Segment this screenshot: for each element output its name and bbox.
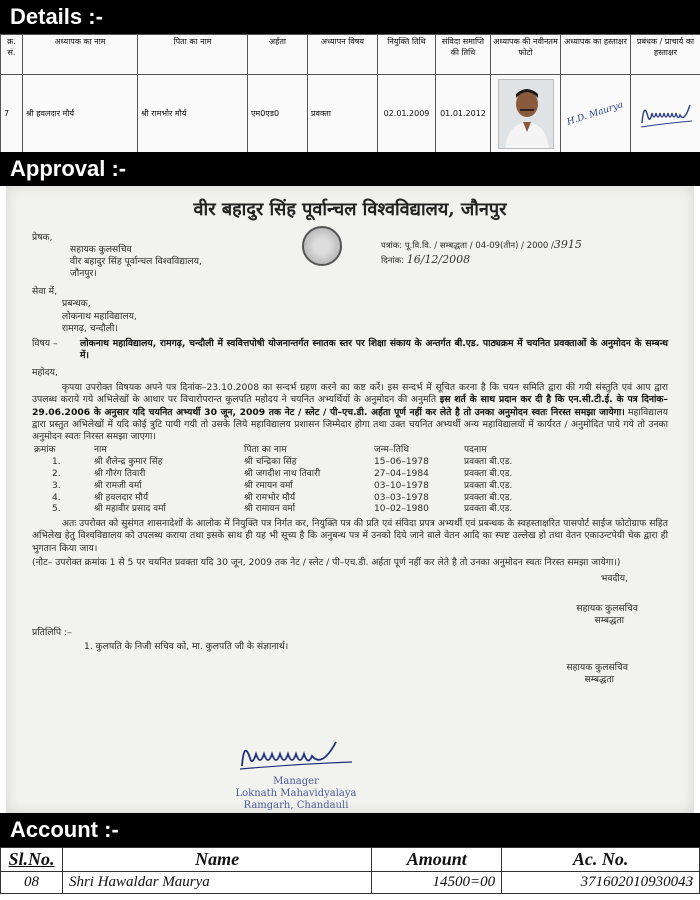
letterhead-title: वीर बहादुर सिंह पूर्वान्चल विश्वविद्यालय, जौनपुर	[193, 199, 507, 220]
account-table	[0, 847, 700, 894]
header-teacher-signature: अध्यापक का हस्ताक्षर	[561, 35, 631, 75]
details-header-row	[1, 35, 700, 75]
header-manager-signature: प्रबंधक / प्राचार्य का हस्ताक्षर	[631, 35, 700, 75]
header-contract-end: संविदा समाप्ति की तिथि	[436, 35, 491, 75]
from-line: सहायक कुलसचिव	[70, 243, 132, 255]
candidate-header-sn: क्रमांक	[34, 445, 56, 455]
candidate-name: श्री महावीर प्रसाद वर्मा	[94, 504, 166, 515]
account-heading-text: Account :-	[10, 817, 119, 842]
details-table	[0, 34, 700, 153]
to-label: सेवा में,	[32, 286, 58, 298]
account-row	[1, 872, 700, 894]
stamp-line: Loknath Mahavidyalaya	[235, 788, 357, 800]
note: (नोट– उपरोक्त क्रमांक 1 से 5 पर चयनित प्रवक्ता यदि 30 जून, 2009 तक नेट / स्लेट / पी–एच.डी. अर्हता पूर्ण नहीं कर लेते है तो उनका अनुमोदन स्वतः निरस्त समझा जायेगा।)	[32, 556, 621, 568]
row-qualification: एम0एड0	[248, 75, 308, 153]
candidate-name: श्री रामजी वर्मा	[94, 480, 142, 491]
account-header-slno: Sl.No.	[1, 848, 63, 872]
manager-signature-icon	[236, 736, 356, 772]
row-appointment: 02.01.2009	[378, 75, 436, 153]
account-header-row	[1, 848, 700, 872]
candidate-sn: 2.	[52, 468, 61, 479]
row-name: श्री हवलदार मौर्य	[23, 75, 138, 153]
candidate-sn: 5.	[52, 504, 61, 515]
approval-heading	[0, 152, 700, 186]
account-slno: 08	[1, 872, 63, 894]
candidate-sn: 1.	[52, 456, 61, 467]
account-header-acno: Ac. No.	[502, 848, 700, 872]
approval-heading-text: Approval :-	[10, 156, 127, 181]
header-father-name: पिता का नाम	[138, 35, 248, 75]
signatory-1-title: सहायक कुलसचिव	[576, 602, 638, 614]
manager-stamp	[216, 736, 376, 812]
candidate-dob: 27–04–1984	[374, 468, 429, 479]
header-photo: अध्यापक की नवीनतम फोटो	[491, 35, 561, 75]
row-photo-cell	[491, 75, 561, 153]
details-section	[0, 34, 700, 152]
account-name: Shri Hawaldar Maurya	[62, 872, 371, 894]
teacher-signature: H.D. Maurya	[566, 99, 625, 128]
person-photo-icon	[499, 80, 554, 149]
selected-candidates-table	[32, 445, 668, 516]
details-row	[1, 75, 700, 153]
candidate-sn: 3.	[52, 480, 61, 491]
ref-label: पत्रांक: पू.वि.वि. / सम्बद्धता / 04-09(तीन) / 2000 /	[381, 241, 554, 251]
from-line: जौनपुर।	[70, 268, 97, 280]
signatory-1-dept: सम्बद्धता	[594, 615, 624, 627]
signatory-1	[32, 603, 668, 627]
candidates-header-row	[32, 445, 668, 457]
row-teacher-signature-cell	[561, 75, 631, 153]
candidate-dob: 03–10–1978	[374, 480, 429, 491]
approval-letter	[6, 186, 694, 813]
candidate-sn: 4.	[52, 492, 61, 503]
university-seal-icon	[302, 226, 342, 266]
date-label: दिनांक:	[381, 255, 405, 266]
row-subject: प्रवक्ता	[308, 75, 378, 153]
subject-label: विषय –	[32, 337, 58, 349]
ref-number: 3915	[553, 238, 582, 251]
subject-block	[32, 338, 668, 362]
body-paragraph-2: अतः उपरोक्त को सुसंगत शासनादेशों के आलोक में नियुक्ति पत्र निर्गत कर, नियुक्ति पत्र की प्रति एवं संविदा प्रपत्र अभ्यर्थी एवं प्रबन्धक के स्वहस्ताक्षरित पासपोर्ट साईज फोटोग्राफ सहित अभिलेख हेतु विश्वविद्यालय को उपलब्ध कराया तथा इसके साथ ही यह भी सूच्य है कि अनुबन्ध पत्र में उनको दिये जाने वाले वेतन आदि का स्पष्ट उल्लेख हो तथा वेतन एकाउन्टपेयी चेक द्वारा ही भुगतान किया जाय।	[32, 518, 668, 554]
details-heading-text: Details :-	[10, 4, 103, 29]
stamp-line: Ramgarh, Chandauli	[243, 800, 349, 812]
body-paragraph-1	[32, 382, 668, 443]
header-teacher-name: अध्यापक का नाम	[23, 35, 138, 75]
candidate-father: श्री जगदीश नाथ तिवारी	[244, 468, 321, 479]
to-line: लोकनाथ महाविद्यालय,	[62, 310, 137, 322]
copy-line: 1. कुलपति के निजी सचिव को, मा. कुलपति जी के संज्ञानार्थ।	[84, 641, 289, 653]
candidate-dob: 03–03–1978	[374, 492, 429, 503]
para1-condition: इस शर्त के साथ प्रदान कर दी है कि एन.सी.टी.ई. के पत्र दिनांक–29.06.2006 के अनुसार यदि चयनित अभ्यर्थी 30 जून, 2009 तक नेट / स्लेट / पी–एच.डी. अर्हता पूर्ण नहीं कर लेते है तो उनका अनुमोदन स्वतः निरस्त समझा जायेगा।	[32, 394, 669, 418]
header-qualification: अर्हता	[248, 35, 308, 75]
candidate-father: श्री चन्द्रिका सिंह	[244, 456, 297, 467]
candidate-row	[32, 493, 668, 505]
signatory-2-title: सहायक कुलसचिव	[566, 661, 628, 673]
to-block	[32, 286, 668, 335]
candidate-name: श्री शैलेन्द्र कुमार सिंह	[94, 456, 163, 467]
row-manager-signature-cell	[631, 75, 700, 153]
account-header-name: Name	[62, 848, 371, 872]
candidate-header-name: नाम	[94, 445, 107, 455]
subject-text: लोकनाथ महाविद्यालय, रामगढ़, चन्दौली में स्ववित्तपोषी योजनान्तर्गत स्नातक स्तर पर शिक्षा संकाय के अन्तर्गत बी.एड. पाठ्यक्रम में चयनित प्रवक्ताओं के अनुमोदन के सम्बन्ध में।	[80, 337, 668, 362]
para1-end: महाविद्यालय द्वारा प्रस्तुत अभिलेखों में यदि कोई त्रुटि पायी गयी तो उसके लिये महाविद्यालय प्रशासन जिम्मेदार होगा तथा उक्त चयनित अभ्यर्थी अन्य महाविद्यालयों में कार्यरत / अनुमोदित पाये गये तो उनका अनुमोदन स्वतः निरस्त समझा जाएगा।	[32, 406, 669, 442]
salutation: महोदय,	[32, 367, 58, 379]
para1-text: कृपया उपरोक्त विषयक अपने पत्र दिनांक–23.10.2008 का सन्दर्भ ग्रहण करने का कष्ट करें। इस सन्दर्भ में सूचित करना है कि चयन समिति द्वारा की गयी संस्तुति एवं आप द्वारा उपलब्ध कराये गये अभिलेखों के आधार पर विचारोपरान्त कुलपति महोदय ने चयनित अभ्यर्थियों के अनुमोदन की अनुमति	[32, 382, 668, 406]
signatory-2-dept: सम्बद्धता	[584, 673, 614, 685]
candidate-father: श्री रमायन वर्मा	[244, 480, 293, 491]
header-appointment-date: नियुक्ति तिथि	[378, 35, 436, 75]
copy-label: प्रतिलिपि :–	[32, 627, 72, 639]
details-heading	[0, 0, 700, 34]
row-father: श्री रामभोर मौर्य	[138, 75, 248, 153]
account-number: 37160201093004З	[502, 872, 700, 894]
teacher-photo	[498, 79, 554, 149]
to-line: रामगढ़, चन्दौली।	[62, 322, 118, 334]
row-serial: 7	[1, 75, 23, 153]
from-label: प्रेषक,	[32, 231, 53, 243]
candidate-row	[32, 504, 668, 516]
row-contract-end: 01.01.2012	[436, 75, 491, 153]
account-header-amount: Amount	[372, 848, 502, 872]
candidate-dob: 15–06–1978	[374, 456, 429, 467]
signatory-2	[32, 662, 668, 686]
candidate-header-father: पिता का नाम	[244, 445, 287, 455]
candidate-father: श्री रामायन वर्मा	[244, 504, 296, 515]
manager-signature-icon	[638, 93, 694, 133]
stamp-line: Manager	[273, 776, 319, 788]
candidate-post: प्रवक्ता बी.एड.	[464, 468, 513, 479]
closing: भवदीय,	[600, 572, 628, 584]
account-heading	[0, 813, 700, 847]
candidate-row	[32, 481, 668, 493]
candidate-dob: 10–02–1980	[374, 504, 429, 515]
candidate-post: प्रवक्ता बी.एड.	[464, 480, 513, 491]
candidate-name: श्री गौरंग तिवारी	[94, 468, 146, 479]
candidate-post: प्रवक्ता बी.एड.	[464, 492, 513, 503]
candidate-father: श्री रामभोर मौर्य	[244, 492, 296, 503]
to-line: प्रबन्धक,	[62, 298, 91, 310]
candidate-post: प्रवक्ता बी.एड.	[464, 456, 513, 467]
candidate-post: प्रवक्ता बी.एड.	[464, 504, 513, 515]
header-serial: क्र. सं.	[1, 35, 23, 75]
from-line: वीर बहादुर सिंह पूर्वान्चल विश्वविद्यालय,	[70, 256, 202, 268]
account-amount: 14500=00	[372, 872, 502, 894]
reference-block	[381, 238, 582, 267]
candidate-row	[32, 469, 668, 481]
candidate-name: श्री हवलदार मौर्य	[94, 492, 149, 503]
candidate-header-post: पदनाम	[464, 445, 487, 455]
candidate-header-dob: जन्म–तिथि	[374, 445, 409, 455]
candidate-row	[32, 457, 668, 469]
header-subject: अध्यापन विषय	[308, 35, 378, 75]
date-value: 16/12/2008	[406, 252, 471, 266]
